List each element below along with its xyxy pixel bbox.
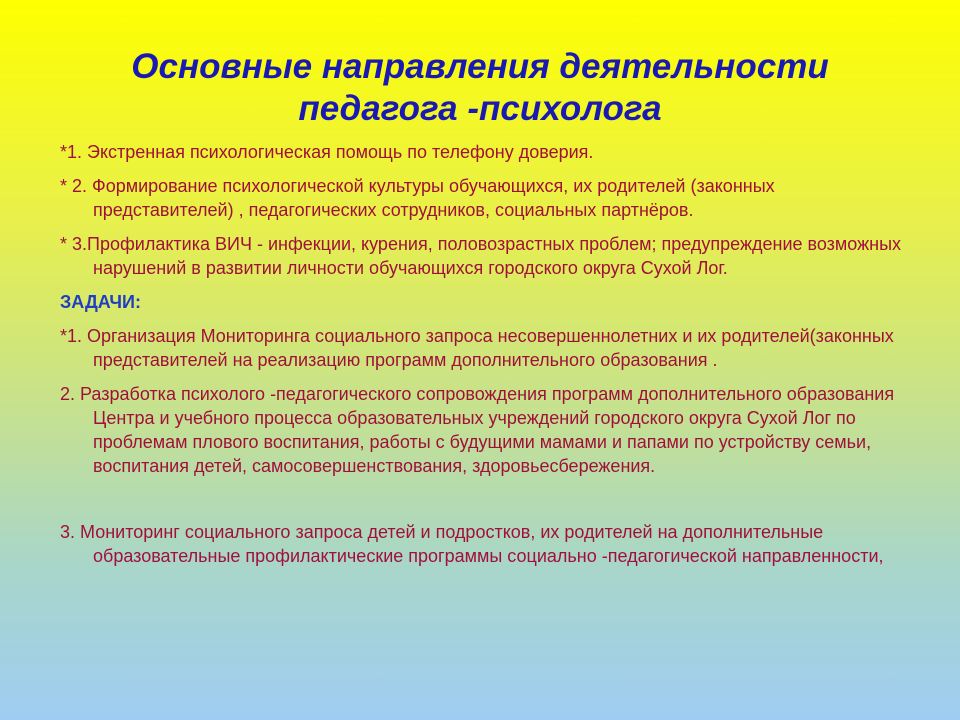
- direction-item-2: * 2. Формирование психологической культуры обучающихся, их родителей (законных представителей) , педагогических сотрудников, социальных партнёров.: [60, 176, 775, 220]
- task-item-3: 3. Мониторинг социального запроса детей и подростков, их родителей на дополнительные образовательные профилактические программы социально -педагогической направленности,: [60, 522, 884, 566]
- tasks-heading: ЗАДАЧИ:: [60, 292, 141, 312]
- direction-item-3: * 3.Профилактика ВИЧ - инфекции, курения, половозрастных проблем; предупреждение возможных нарушений в развитии личности обучающихся городского округа Сухой Лог.: [60, 234, 902, 278]
- task-item-1: *1. Организация Мониторинга социального запроса несовершеннолетних и их родителей(законных представителей на реализацию программ дополнительного образования .: [60, 326, 894, 370]
- slide-title: [0, 46, 960, 130]
- direction-item-1: *1. Экстренная психологическая помощь по телефону доверия.: [60, 142, 594, 162]
- slide-content: [60, 140, 910, 578]
- task-item-2: 2. Разработка психолого -педагогического сопровождения программ дополнительного образования Центра и учебного процесса образовательных учреждений городского округа Сухой Лог по проблемам плового воспитания, работы с будущими мамами и папами по устройству семьи, воспитания детей, самосовершенствования, здоровьесбережения.: [60, 384, 895, 476]
- slide-title-line-2: педагога -психолога: [298, 89, 662, 128]
- slide-title-line-1: Основные направления деятельности: [131, 47, 829, 86]
